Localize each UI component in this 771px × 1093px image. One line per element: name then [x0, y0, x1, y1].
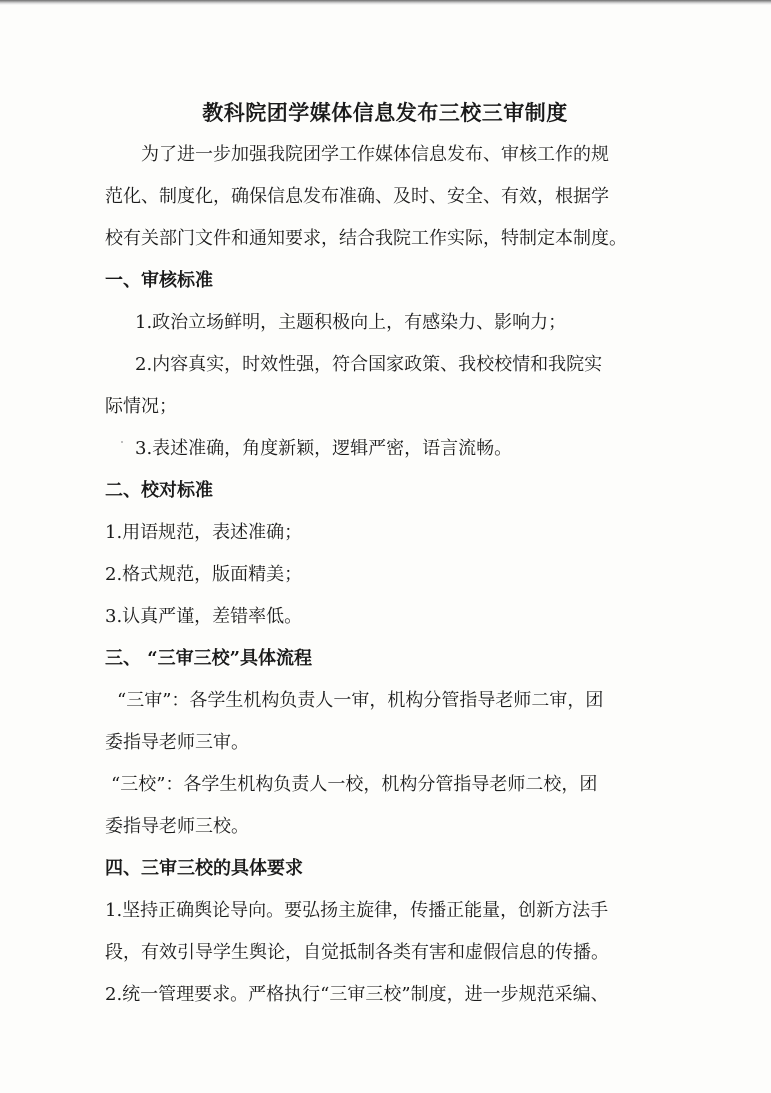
section-3-item-1: “三审”：各学生机构负责人一审，机构分管指导老师二审，团 [117, 690, 604, 711]
section-3-item-2-cont: 委指导老师三校。 [105, 816, 249, 837]
section-1-heading: 一、审核标准 [105, 270, 213, 291]
section-2-item-2: 2.格式规范，版面精美； [105, 564, 303, 585]
scan-top-edge [0, 0, 771, 5]
section-2-item-1: 1.用语规范，表述准确； [105, 522, 303, 543]
section-4-item-2: 2.统一管理要求。严格执行“三审三校”制度，进一步规范采编、 [105, 984, 609, 1005]
intro-line-1: 为了进一步加强我院团学工作媒体信息发布、审核工作的规 [141, 144, 609, 165]
section-3-heading: 三、 “三审三校”具体流程 [105, 648, 312, 669]
section-2-heading: 二、校对标准 [105, 480, 213, 501]
section-2-item-3: 3.认真严谨，差错率低。 [105, 606, 303, 627]
intro-line-3: 校有关部门文件和通知要求，结合我院工作实际，特制定本制度。 [105, 228, 627, 249]
section-3-item-1-cont: 委指导老师三审。 [105, 732, 249, 753]
section-1-item-1: 1.政治立场鲜明，主题积极向上，有感染力、影响力； [135, 312, 567, 333]
section-1-item-2-cont: 际情况； [105, 396, 177, 417]
intro-line-2: 范化、制度化，确保信息发布准确、及时、安全、有效，根据学 [105, 186, 609, 207]
section-4-item-1-cont: 段，有效引导学生舆论，自觉抵制各类有害和虚假信息的传播。 [105, 942, 609, 963]
document-body [105, 92, 665, 1016]
section-4-item-1: 1.坚持正确舆论导向。要弘扬主旋律，传播正能量，创新方法手 [105, 900, 609, 921]
section-1-item-2: 2.内容真实，时效性强，符合国家政策、我校校情和我院实 [135, 354, 603, 375]
section-4-heading: 四、三审三校的具体要求 [105, 858, 303, 879]
document-title: 教科院团学媒体信息发布三校三审制度 [202, 100, 568, 125]
section-3-item-2: “三校”：各学生机构负责人一校，机构分管指导老师二校，团 [111, 774, 598, 795]
section-1-item-3: 3.表述准确，角度新颖，逻辑严密，语言流畅。 [135, 438, 513, 459]
